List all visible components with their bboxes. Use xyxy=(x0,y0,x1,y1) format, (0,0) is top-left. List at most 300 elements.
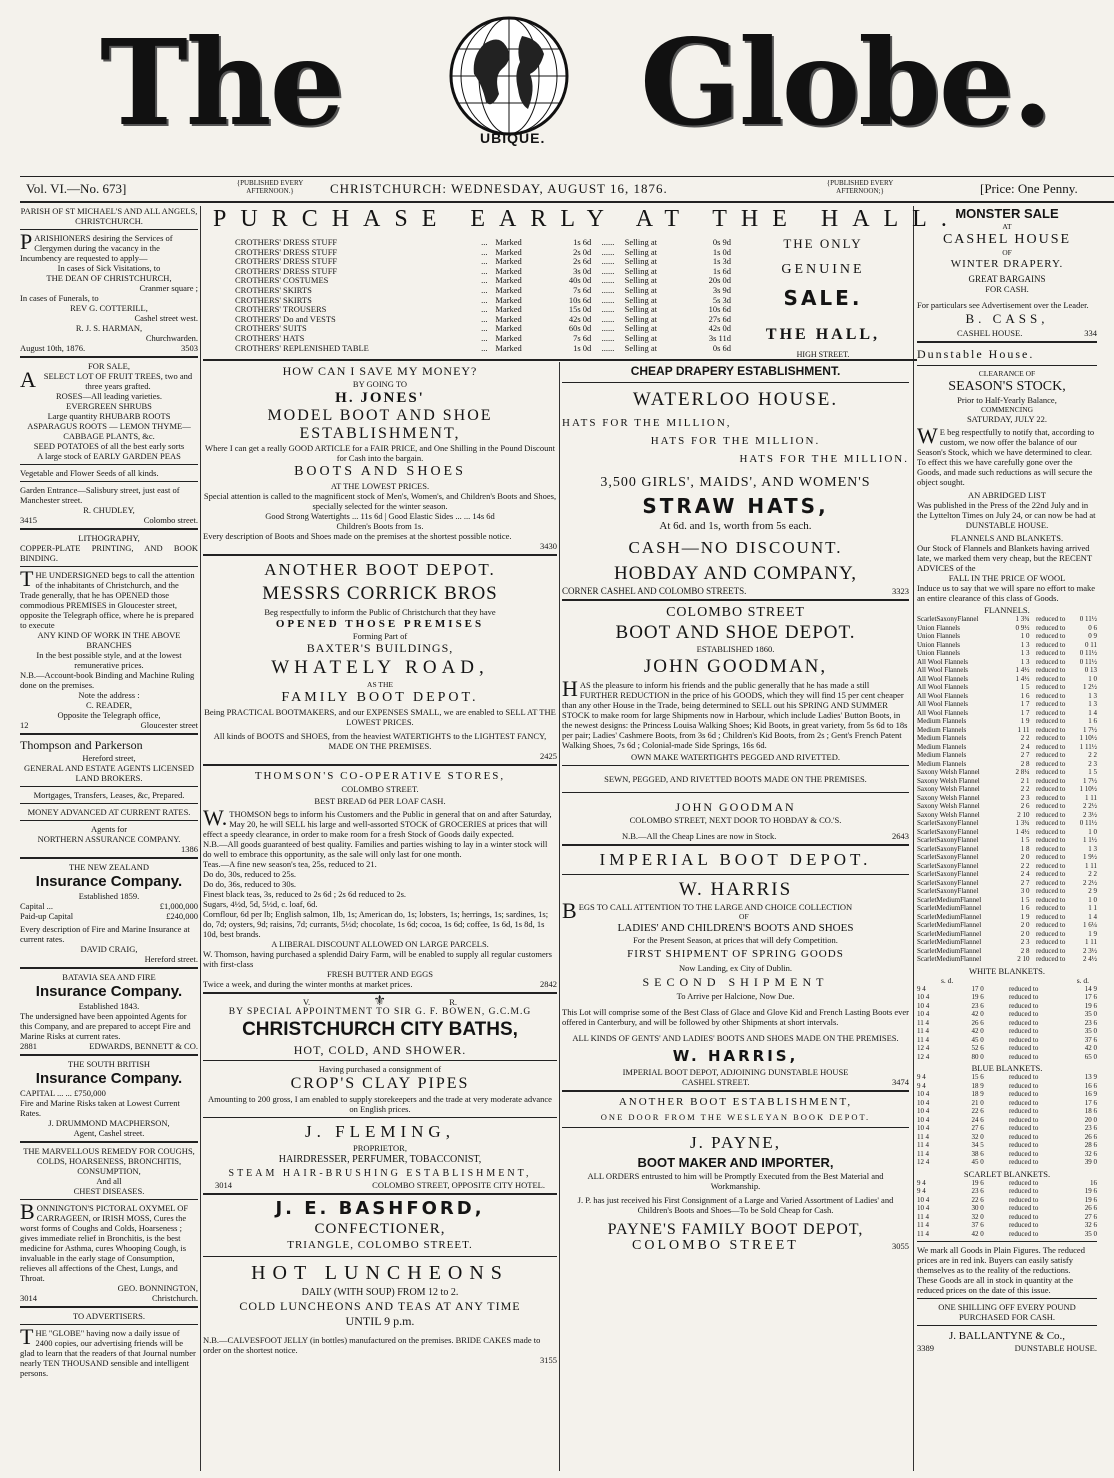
ad-text-line: OF xyxy=(739,912,749,921)
flannel-cell: ScarletMediumFlannel xyxy=(917,895,982,904)
rule-divider xyxy=(20,464,198,465)
flannel-cell: All Wool Flannels xyxy=(917,674,969,683)
flannel-cell: 1 3 xyxy=(1088,700,1097,708)
dateline xyxy=(20,176,1114,203)
blanket-row xyxy=(917,1150,1097,1159)
flannel-cell: reduced to xyxy=(1035,742,1066,751)
text-row xyxy=(20,515,198,525)
blanket-cell: reduced to xyxy=(1008,1044,1039,1052)
flannel-cell: 1 9 xyxy=(1020,717,1030,725)
ad-text-line: FALL IN THE PRICE OF WOOL xyxy=(948,573,1066,583)
flannel-cell: 1 11 xyxy=(1017,725,1030,734)
rule-divider xyxy=(20,566,198,567)
for-sale-ad xyxy=(20,361,198,525)
ad-text-line: COPPER-PLATE PRINTING, AND BOOK BINDING. xyxy=(20,543,198,563)
ad-text-line: CONFECTIONER, xyxy=(314,1221,446,1237)
masthead xyxy=(0,0,1114,170)
flannel-cell: ScarletMediumFlannel xyxy=(917,921,982,929)
blanket-cell: 10 4 xyxy=(917,993,930,1001)
purchase-cell: ...... xyxy=(601,304,615,315)
purchase-cell: 60s 0d xyxy=(568,323,592,334)
flannel-cell: 2 3½ xyxy=(1083,810,1097,819)
side-line: GENUINE xyxy=(781,262,865,277)
blanket-row xyxy=(917,1116,1097,1125)
blanket-row xyxy=(917,1124,1097,1133)
text-row xyxy=(562,1077,909,1087)
ad-text-line: Hereford street. xyxy=(144,954,198,964)
flannel-cell: 2 8 xyxy=(1020,759,1030,768)
blanket-cell: 19 6 xyxy=(971,993,984,1001)
blanket-cell: 12 4 xyxy=(917,1044,930,1052)
text-row xyxy=(203,1180,557,1190)
ad-text-line: GENERAL AND ESTATE AGENTS LICENSED LAND BROKERS. xyxy=(24,763,194,783)
ad-text-line: For the Present Season, at prices that will defy Competition. xyxy=(633,935,838,945)
purchase-cell: ...... xyxy=(601,284,615,295)
flannel-cell: reduced to xyxy=(1035,725,1066,734)
blanket-cell: 42 0 xyxy=(971,1027,984,1035)
blanket-cell: 38 6 xyxy=(971,1149,984,1158)
ad-text-line: 3474 xyxy=(892,1077,909,1087)
rule-divider xyxy=(203,1060,557,1061)
ad-text-line: Opposite the Telegraph office, xyxy=(57,710,161,720)
blanket-cell: reduced to xyxy=(1008,984,1039,993)
blanket-cell: 18 9 xyxy=(971,1090,984,1098)
masthead-title-right: Globe. xyxy=(640,13,1051,152)
flannel-cell: reduced to xyxy=(1035,734,1066,742)
ad-text-line: £240,000 xyxy=(166,911,198,921)
blanket-cell: 39 0 xyxy=(1084,1158,1097,1166)
ad-text-line: HOT, COLD, AND SHOWER. xyxy=(293,1043,467,1057)
flannel-cell: reduced to xyxy=(1035,861,1066,870)
ad-text-line: BLUE BLANKETS. xyxy=(971,1063,1043,1073)
ad-body: PARISHIONERS desiring the Services of Clergymen during the vacancy in the Incumbency are requested to apply— xyxy=(20,229,173,263)
ad-text-line: STRAW HATS, xyxy=(642,494,829,518)
purchase-cell: ...... xyxy=(601,246,615,257)
flannel-cell: 2 3 xyxy=(1020,793,1030,802)
blanket-cell: 80 0 xyxy=(971,1052,984,1061)
ad-text-line: LADIES' AND CHILDREN'S BOOTS AND SHOES xyxy=(617,922,854,934)
blanket-cell: 45 0 xyxy=(971,1035,984,1044)
ad-line: Cranmer square ; xyxy=(139,283,198,293)
ad-text-line: THE SOUTH BRITISH xyxy=(67,1059,151,1069)
jones-boot-ad xyxy=(203,364,557,551)
ad-text-line: CASHEL HOUSE. xyxy=(957,328,1023,338)
ad-text-line: At 6d. and 1s, worth from 5s each. xyxy=(659,520,812,532)
ad-text-line: EDWARDS, BENNETT & CO. xyxy=(89,1041,198,1051)
rule-divider xyxy=(20,1324,198,1325)
blanket-row xyxy=(917,1053,1097,1062)
flannel-cell: 1 3 xyxy=(1020,649,1030,657)
ad-text-line: Being PRACTICAL BOOTMAKERS, and our EXPENSES SMALL, we are enabled to SELL AT THE LOWEST PRICES. xyxy=(204,707,556,727)
ad-text-line: Note the address : xyxy=(78,690,140,700)
flannel-cell: 2 0 xyxy=(1020,921,1030,929)
blanket-cell: 35 0 xyxy=(1084,1027,1097,1035)
flannel-cell: reduced to xyxy=(1035,921,1066,929)
blanket-row xyxy=(917,1204,1097,1213)
flannel-cell: reduced to xyxy=(1035,623,1066,632)
flannel-cell: 1 11 xyxy=(1085,793,1097,802)
blanket-cell: 11 4 xyxy=(917,1035,929,1044)
blanket-cell: 35 0 xyxy=(1084,1229,1097,1238)
flannel-cell: reduced to xyxy=(1035,640,1066,649)
ad-text-line: FAMILY BOOT DEPOT. xyxy=(281,690,479,705)
flannel-cell: ScarletSaxonyFlannel xyxy=(917,827,979,836)
flannel-row xyxy=(917,726,1097,735)
blanket-cell: reduced to xyxy=(1008,1001,1039,1010)
scarlet-blankets-table xyxy=(917,1179,1097,1239)
purchase-cell: ...... xyxy=(601,323,615,334)
column-2 xyxy=(203,364,557,1471)
ad-text-line: Hereford street, xyxy=(82,753,136,763)
flannel-cell: 2 9 xyxy=(1088,887,1097,895)
blanket-cell: reduced to xyxy=(1008,1187,1039,1195)
ad-text-line: 2643 xyxy=(892,831,909,841)
blanket-cell: reduced to xyxy=(1008,1073,1039,1081)
ad-text-line: LITHOGRAPHY, xyxy=(78,533,140,543)
ad-text-line: CLEARANCE OF xyxy=(978,369,1036,378)
ad-text-line: R. CHUDLEY, xyxy=(83,505,135,515)
flannel-row xyxy=(917,853,1097,862)
ad-line: Cashel street west. xyxy=(134,313,198,323)
flannel-cell: reduced to xyxy=(1035,666,1066,674)
the-hall-side xyxy=(743,236,903,359)
blanket-cell: 26 6 xyxy=(971,1018,984,1027)
blanket-cell: 11 4 xyxy=(917,1212,929,1221)
purchase-cell: Marked xyxy=(495,256,522,267)
ad-text-line: SEWN, PEGGED, AND RIVETTED BOOTS MADE ON THE PREMISES. xyxy=(604,774,867,784)
ad-text-line: GEO. BONNINGTON, xyxy=(117,1283,198,1293)
ad-text-line: COLOMBO STREET xyxy=(666,605,805,620)
flannel-cell: 1 4½ xyxy=(1015,674,1030,683)
flannel-row xyxy=(917,811,1097,820)
ad-text-line: WE beg respectfully to notify that, according to custom, we now offer the balance of our Season's Stock, which we have determined to clear. To effect this we have carefully gone over the Goods, and made such reductions as will secure the object sought. xyxy=(917,423,1095,487)
text-row xyxy=(20,1293,198,1303)
purchase-cell: 7s 6d xyxy=(573,332,592,343)
blanket-cell: 35 0 xyxy=(1084,1010,1097,1018)
blanket-cell: reduced to xyxy=(1008,1010,1039,1018)
flannel-row xyxy=(917,828,1097,837)
ad-text-line: C. READER, xyxy=(85,700,133,710)
blanket-row xyxy=(917,1099,1097,1108)
blanket-row xyxy=(917,1019,1097,1028)
ad-text-line: CHRISTCHURCH CITY BATHS, xyxy=(242,1019,518,1040)
blanket-cell: reduced to xyxy=(1008,1229,1039,1238)
ad-text-line: 2842 xyxy=(540,979,557,989)
ad-line: In cases of Sick Visitations, to xyxy=(57,263,161,273)
flannel-cell: reduced to xyxy=(1035,870,1066,878)
ad-text-line: Prior to Half-Yearly Balance, xyxy=(957,395,1057,405)
rule-divider xyxy=(203,1117,557,1118)
blanket-cell: 45 0 xyxy=(971,1158,984,1166)
flannel-row xyxy=(917,700,1097,709)
purchase-cell: CROTHERS' DRESS STUFF xyxy=(235,246,338,257)
text-row xyxy=(562,586,909,596)
volume-number: Vol. VI.—No. 673] xyxy=(26,181,127,196)
blanket-cell: 23 6 xyxy=(1084,1018,1097,1027)
purchase-cell: Marked xyxy=(495,313,522,324)
blanket-cell: 10 4 xyxy=(917,1010,930,1018)
ad-text-line: Fire and Marine Risks taken at Lowest Current Rates. xyxy=(20,1098,180,1118)
ad-text-line: These Goods are all in stock in quantity at the reduced prices on the date of this issue. xyxy=(917,1275,1074,1295)
flannel-cell: 1 4½ xyxy=(1015,666,1030,674)
ad-text-line: THE MARVELLOUS REMEDY FOR COUGHS, COLDS, HOARSENESS, BRONCHITIS, CONSUMPTION, xyxy=(23,1146,195,1176)
flannel-cell: 2 0 xyxy=(1020,929,1030,938)
flannel-cell: 2 4½ xyxy=(1083,955,1097,963)
blanket-row xyxy=(917,1141,1097,1150)
ad-text-line: BOOT AND SHOE DEPOT. xyxy=(615,622,856,643)
blanket-cell: 22 6 xyxy=(971,1195,984,1204)
rule-divider xyxy=(20,528,198,530)
flannel-cell: reduced to xyxy=(1035,717,1066,725)
flannel-cell: All Wool Flannels xyxy=(917,708,969,717)
ad-text-line: 3155 xyxy=(540,1355,557,1365)
ad-text-line: Dunstable House. xyxy=(917,347,1035,361)
ad-text-line: TRIANGLE, COLOMBO STREET. xyxy=(287,1239,473,1251)
purchase-cell: 10s 6d xyxy=(568,294,592,305)
ad-text-line: BONNINGTON'S PICTORAL OXYMEL OF CARRAGEEN, or IRISH MOSS, Cures the worst forms of Coughs and Colds, Hoarseness ; gives immediate relief in Bronchitis, is the best medicine for Asthma, cures Whooping Cough, is invaluable in the early stage of Consumption, relieves all affections of the Chest, Lungs, and Throat. xyxy=(20,1199,189,1283)
flannel-row xyxy=(917,624,1097,633)
flannel-cell: reduced to xyxy=(1035,691,1066,700)
column-rule xyxy=(559,362,560,1471)
flannel-cell: 1 7½ xyxy=(1083,776,1097,785)
flannel-cell: 2 2½ xyxy=(1083,802,1097,810)
purchase-cell: ... xyxy=(481,323,488,334)
issue-date: CHRISTCHURCH: WEDNESDAY, AUGUST 16, 1876. xyxy=(330,181,668,196)
blanket-cell: 10 4 xyxy=(917,1090,930,1098)
rule-divider xyxy=(20,229,198,230)
ad-text-line: Twice a week, and during the winter months at market prices. xyxy=(203,979,413,989)
rule-divider xyxy=(20,803,198,804)
ad-text-line: HATS FOR THE MILLION, xyxy=(562,417,732,429)
flannel-cell: 2 4 xyxy=(1020,742,1030,751)
flannel-row xyxy=(917,887,1097,896)
bonnington-remedy-ad xyxy=(20,1146,198,1303)
ad-text-line: N.B.—CALVESFOOT JELLY (in bottles) manufactured on the premises. BRIDE CAKES made to order on the shortest notice. xyxy=(203,1335,541,1355)
flannel-cell: reduced to xyxy=(1035,802,1066,810)
ad-text-line: OPENED THOSE PREMISES xyxy=(275,618,485,630)
rule-divider xyxy=(20,857,198,859)
column-rule xyxy=(913,206,914,1471)
ad-heading: FOR SALE, xyxy=(87,361,131,371)
blanket-row xyxy=(917,993,1097,1002)
ad-text-line: To Arrive per Halcione, Now Due. xyxy=(676,991,795,1001)
rule-divider xyxy=(20,1306,198,1308)
flannel-cell: reduced to xyxy=(1035,674,1066,683)
flannel-cell: ScarletMediumFlannel xyxy=(917,929,982,938)
blue-blankets-table xyxy=(917,1073,1097,1167)
blanket-cell: 27 6 xyxy=(971,1124,984,1132)
ad-text-line: N.B.—All the Cheap Lines are now in Stock. xyxy=(622,831,777,841)
ad-date: August 10th, 1876. xyxy=(20,343,86,353)
ad-text-line: Mortgages, Transfers, Leases, &c, Prepared. xyxy=(33,790,185,800)
ad-text-line: CAPITAL ... ... £750,000 xyxy=(20,1088,106,1098)
flannel-cell: ScarletSaxonyFlannel xyxy=(917,819,979,827)
purchase-cell: ... xyxy=(481,304,488,315)
purchase-cell: CROTHERS' COSTUMES xyxy=(235,275,329,286)
flannel-cell: reduced to xyxy=(1035,929,1066,938)
ad-text-line: GREAT BARGAINS xyxy=(968,274,1046,284)
flannel-cell: 1 9 xyxy=(1020,912,1030,921)
purchase-cell: CROTHERS' Do and VESTS xyxy=(235,313,336,324)
ad-text-line: SEED POTATOES of all the best early sorts xyxy=(33,441,185,451)
flannel-cell: 0 13 xyxy=(1084,666,1097,674)
batavia-insurance-ad xyxy=(20,972,198,1051)
blanket-cell: 37 6 xyxy=(1084,1035,1097,1044)
flannel-row xyxy=(917,794,1097,803)
flannel-cell: 2 2 xyxy=(1020,734,1030,742)
ad-text-line: IMPERIAL BOOT DEPOT, ADJOINING DUNSTABLE HOUSE xyxy=(622,1067,849,1077)
goodman-boot-ad xyxy=(562,604,909,841)
ad-text-line: Induce us to say that we will spare no effort to make an entire clearance of this class of Goods. xyxy=(917,583,1096,603)
flannel-cell: All Wool Flannels xyxy=(917,657,969,666)
flannel-cell: 2 2 xyxy=(1020,785,1030,793)
blanket-cell: 18 9 xyxy=(971,1081,984,1090)
purchase-cell: ...... xyxy=(601,342,615,353)
blanket-row xyxy=(917,1221,1097,1230)
ad-text-line: MODEL BOOT AND SHOE ESTABLISHMENT, xyxy=(267,407,493,442)
purchase-cell: Selling at xyxy=(624,256,658,267)
parish-notice xyxy=(20,206,198,353)
blanket-cell: 32 0 xyxy=(971,1132,984,1141)
flannel-cell: reduced to xyxy=(1035,768,1066,776)
blanket-cell: 11 4 xyxy=(917,1027,929,1035)
blanket-cell: 13 9 xyxy=(1084,1073,1097,1081)
blanket-cell: 30 0 xyxy=(971,1204,984,1212)
purchase-cell: Selling at xyxy=(624,237,658,247)
purchase-cell: CROTHERS' SKIRTS xyxy=(235,284,312,295)
ad-text-line: In the best possible style, and at the lowest remunerative prices. xyxy=(36,650,182,670)
ad-text-line: BOOTS AND SHOES xyxy=(294,464,466,479)
ad-text-line: ONE DOOR FROM THE WESLEYAN BOOK DEPOT. xyxy=(600,1112,871,1122)
blanket-cell: reduced to xyxy=(1008,1081,1039,1090)
corrick-bros-ad xyxy=(203,559,557,761)
text-row xyxy=(20,343,198,353)
flannel-cell: 2 1 xyxy=(1020,776,1030,785)
blanket-row xyxy=(917,1133,1097,1142)
purchase-cell: 1s 0d xyxy=(573,342,592,353)
ad-text-line: FLANNELS AND BLANKETS. xyxy=(950,533,1064,543)
flannel-row xyxy=(917,649,1097,658)
flannel-cell: 2 6 xyxy=(1020,802,1030,810)
ad-line: In cases of Funerals, to xyxy=(20,293,99,303)
flannel-cell: reduced to xyxy=(1035,708,1066,717)
blanket-cell: reduced to xyxy=(1008,993,1039,1001)
ad-text-line: SECOND SHIPMENT xyxy=(642,975,829,989)
flannel-cell: 2 2½ xyxy=(1083,878,1097,887)
text-row xyxy=(20,720,198,730)
ad-text-line: WHITE BLANKETS. xyxy=(968,965,1045,976)
ad-text-line: Now Landing, ex City of Dublin. xyxy=(678,963,793,973)
flannel-cell: ScarletSaxonyFlannel xyxy=(917,836,979,844)
flannel-row xyxy=(917,683,1097,692)
ad-text-line: Where I can get a really GOOD ARTICLE for a FAIR PRICE, and One Shilling in the Pound Discount for Cash into the bargain. xyxy=(205,443,555,463)
purchase-cell: 3s 0d xyxy=(573,265,592,276)
ad-text-line: IMPERIAL BOOT DEPOT. xyxy=(599,850,872,869)
rule-divider xyxy=(203,554,557,556)
blanket-cell: 11 4 xyxy=(917,1132,929,1141)
purchase-cell: ... xyxy=(481,313,488,324)
purchase-cell: ... xyxy=(481,294,488,305)
ad-text-line: ANOTHER BOOT DEPOT. xyxy=(264,560,496,579)
purchase-cell: ...... xyxy=(601,275,615,286)
blanket-row xyxy=(917,1090,1097,1099)
published-left: {PUBLISHED EVERY AFTERNOON.} xyxy=(236,179,304,195)
blanket-row xyxy=(917,1036,1097,1045)
blanket-cell: reduced to xyxy=(1008,1098,1039,1107)
blanket-cell: reduced to xyxy=(1008,1221,1039,1229)
flannel-cell: 1 6 xyxy=(1020,691,1030,700)
flannel-cell: 1 3 xyxy=(1088,844,1097,853)
ad-text-line: Do do, 36s, reduced to 30s. xyxy=(203,879,297,889)
flannel-cell: Medium Flannels xyxy=(917,725,967,734)
ad-line: ASELECT LOT OF FRUIT TREES, two and three years grafted. xyxy=(20,367,193,392)
thomson-stores-ad xyxy=(203,769,557,989)
purchase-cell: Marked xyxy=(495,294,522,305)
flannel-cell: 1 5 xyxy=(1020,836,1030,844)
rule-divider xyxy=(20,733,198,735)
flannel-row xyxy=(917,641,1097,650)
flannel-cell: reduced to xyxy=(1035,683,1066,691)
ad-text-line: BATAVIA SEA AND FIRE xyxy=(62,972,156,982)
purchase-cell: Marked xyxy=(495,332,522,343)
purchase-cell: Marked xyxy=(495,265,522,276)
ad-text-line: J. FLEMING, xyxy=(305,1122,455,1141)
blanket-cell: 12 4 xyxy=(917,1052,930,1061)
ad-text-line: FIRST SHIPMENT OF SPRING GOODS xyxy=(627,948,844,960)
rule-divider xyxy=(20,356,198,358)
flannel-cell: 1 0 xyxy=(1088,827,1097,836)
flannel-row xyxy=(917,862,1097,871)
blanket-cell: 19 6 xyxy=(1084,1187,1097,1195)
ad-text-line: Our Stock of Flannels and Blankets having arrived late, we marked them very cheap, but the RECENT ADVICES of the xyxy=(917,543,1092,573)
flannel-row xyxy=(917,717,1097,726)
purchase-cell: ...... xyxy=(601,332,615,343)
ad-text-line: BOOT MAKER AND IMPORTER, xyxy=(637,1155,834,1170)
ad-text-line: 3430 xyxy=(540,541,557,551)
ad-line: THE DEAN OF CHRISTCHURCH, xyxy=(46,273,172,283)
ad-text-line: Children's Boots from 1s. xyxy=(336,521,424,531)
blanket-cell: 37 6 xyxy=(971,1221,984,1229)
flannel-cell: Union Flannels xyxy=(917,623,960,632)
flannel-cell: 1 10½ xyxy=(1079,785,1097,793)
royal-crest-icon: ⚜ xyxy=(373,994,386,1009)
rule-divider xyxy=(562,844,909,846)
column-1 xyxy=(20,206,198,1471)
flannel-row xyxy=(917,743,1097,752)
flannel-cell: reduced to xyxy=(1035,819,1066,827)
ad-text-line: 2881 xyxy=(20,1041,37,1051)
ad-text-line: 2425 xyxy=(540,751,557,761)
ad-text-line: OWN MAKE WATERTIGHTS PEGGED AND RIVETTED. xyxy=(631,752,840,762)
flannel-cell: reduced to xyxy=(1035,844,1066,853)
ad-text-line: UNTIL 9 p.m. xyxy=(345,1314,415,1328)
ad-text-line: FRESH BUTTER AND EGGS xyxy=(326,969,434,979)
flannel-cell: 2 10 xyxy=(1017,955,1030,963)
purchase-cell: 5s 3d xyxy=(712,294,731,305)
blanket-cell: 23 6 xyxy=(971,1187,984,1195)
text-row xyxy=(203,994,557,1009)
flannel-cell: 2 3 xyxy=(1088,759,1097,768)
flannel-cell: All Wool Flannels xyxy=(917,691,969,700)
blanket-row xyxy=(917,1158,1097,1167)
rule-divider xyxy=(562,874,909,875)
imperial-boot-depot-ad xyxy=(562,849,909,1087)
purchase-cell: Selling at xyxy=(624,294,658,305)
blanket-cell: 11 4 xyxy=(917,1018,929,1027)
purchase-cell: 1s 0d xyxy=(712,246,731,257)
flannel-cell: 1 7½ xyxy=(1083,725,1097,734)
flannel-cell: 1 0 xyxy=(1088,674,1097,683)
